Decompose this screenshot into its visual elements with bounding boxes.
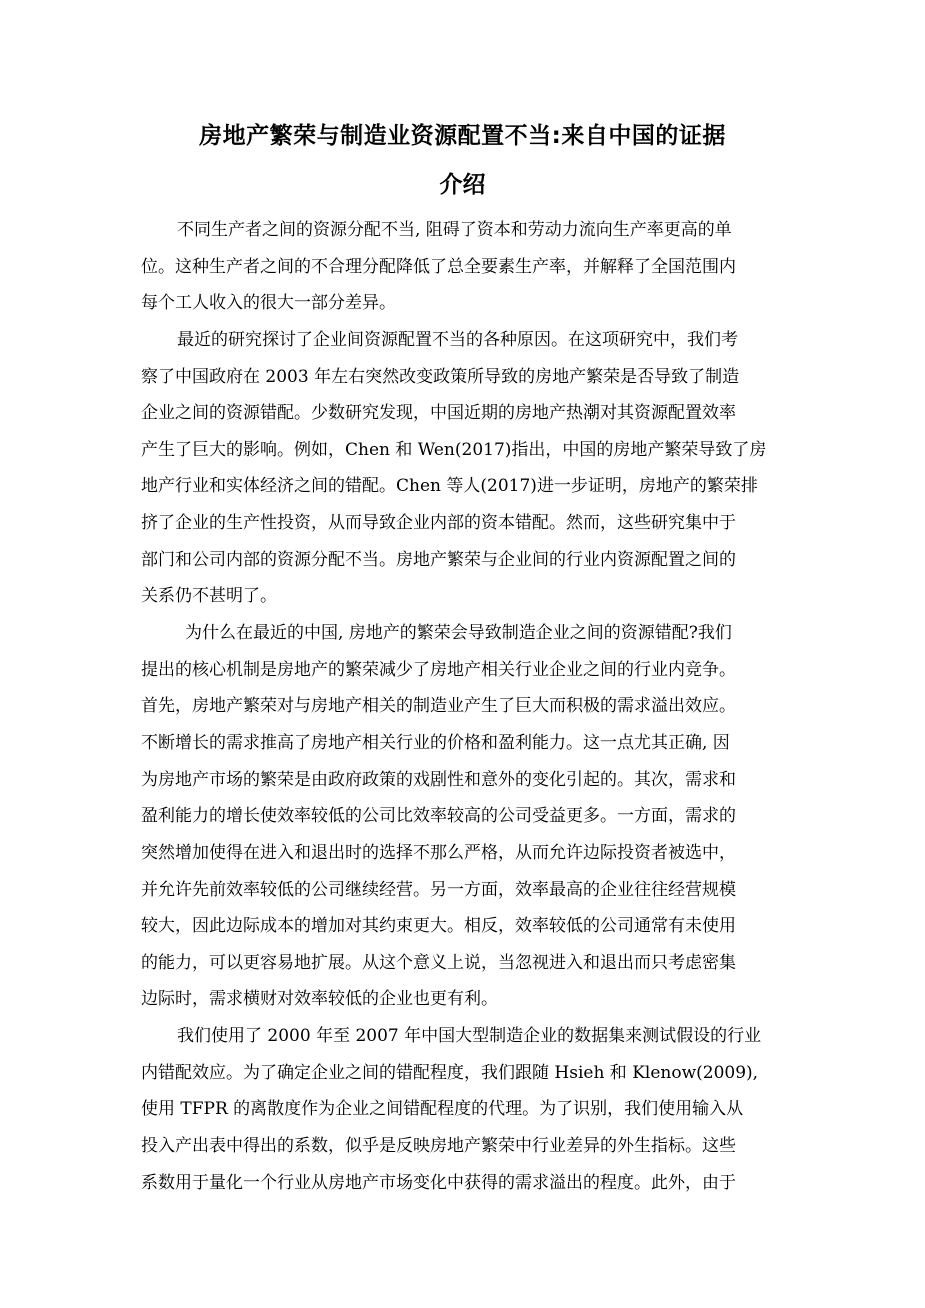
text-line: 不断增长的需求推高了房地产相关行业的价格和盈利能力。这一点尤其正确, 因 xyxy=(141,732,730,753)
text-line: 关系仍不甚明了。 xyxy=(141,586,277,607)
paragraph-3 xyxy=(141,615,787,1018)
text-line: 系数用于量化一个行业从房地产市场变化中获得的需求溢出的程度。此外，由于 xyxy=(141,1172,736,1193)
section-heading-introduction: 介绍 xyxy=(439,172,486,198)
text-line: 使用 TFPR 的离散度作为企业之间错配程度的代理。为了识别，我们使用输入从 xyxy=(141,1099,744,1120)
text-line: 投入产出表中得出的系数，似乎是反映房地产繁荣中行业差异的外生指标。这些 xyxy=(141,1136,736,1157)
text-line: 察了中国政府在 2003 年左右突然改变政策所导致的房地产繁荣是否导致了制造 xyxy=(141,366,740,387)
text-line: 为什么在最近的中国, 房地产的繁荣会导致制造企业之间的资源错配?我们 xyxy=(185,623,732,644)
text-line: 位。这种生产者之间的不合理分配降低了总全要素生产率，并解释了全国范围内 xyxy=(141,256,736,277)
text-line: 每个工人收入的很大一部分差异。 xyxy=(141,293,396,314)
text-line: 为房地产市场的繁荣是由政府政策的戏剧性和意外的变化引起的。其次，需求和 xyxy=(141,769,736,790)
paragraph-4 xyxy=(141,1018,787,1201)
text-line: 较大，因此边际成本的增加对其约束更大。相反，效率较低的公司通常有未使用 xyxy=(141,916,736,937)
text-line: 不同生产者之间的资源分配不当, 阻碍了资本和劳动力流向生产率更高的单 xyxy=(177,220,732,240)
text-line: 首先，房地产繁荣对与房地产相关的制造业产生了巨大而积极的需求溢出效应。 xyxy=(141,696,736,717)
text-line: 内错配效应。为了确定企业之间的错配程度，我们跟随 Hsieh 和 Klenow(2009), xyxy=(141,1062,759,1083)
text-line: 边际时，需求横财对效率较低的企业也更有利。 xyxy=(141,989,498,1010)
text-line: 突然增加使得在进入和退出时的选择不那么严格，从而允许边际投资者被选中， xyxy=(141,842,736,863)
document-title: 房地产繁荣与制造业资源配置不当:来自中国的证据 xyxy=(199,123,726,149)
text-line: 企业之间的资源错配。少数研究发现，中国近期的房地产热潮对其资源配置效率 xyxy=(141,403,736,424)
paragraph-1 xyxy=(141,212,787,322)
text-line: 盈利能力的增长使效率较低的公司比效率较高的公司受益更多。一方面，需求的 xyxy=(141,806,736,827)
body-text xyxy=(141,212,787,1201)
text-line: 产生了巨大的影响。例如，Chen 和 Wen(2017)指出，中国的房地产繁荣导致了房 xyxy=(141,439,767,460)
text-line: 并允许先前效率较低的公司继续经营。另一方面，效率最高的企业往往经营规模 xyxy=(141,879,736,900)
text-line: 的能力，可以更容易地扩展。从这个意义上说，当忽视进入和退出而只考虑密集 xyxy=(141,952,736,973)
paragraph-2 xyxy=(141,322,787,615)
text-line: 提出的核心机制是房地产的繁荣减少了房地产相关行业企业之间的行业内竞争。 xyxy=(141,659,736,680)
text-line: 最近的研究探讨了企业间资源配置不当的各种原因。在这项研究中，我们考 xyxy=(177,329,738,350)
text-line: 地产行业和实体经济之间的错配。Chen 等人(2017)进一步证明，房地产的繁荣排 xyxy=(141,476,758,497)
text-line: 我们使用了 2000 年至 2007 年中国大型制造企业的数据集来测试假设的行业 xyxy=(177,1026,762,1047)
text-line: 挤了企业的生产性投资，从而导致企业内部的资本错配。然而，这些研究集中于 xyxy=(141,513,736,534)
text-line: 部门和公司内部的资源分配不当。房地产繁荣与企业间的行业内资源配置之间的 xyxy=(141,549,736,570)
